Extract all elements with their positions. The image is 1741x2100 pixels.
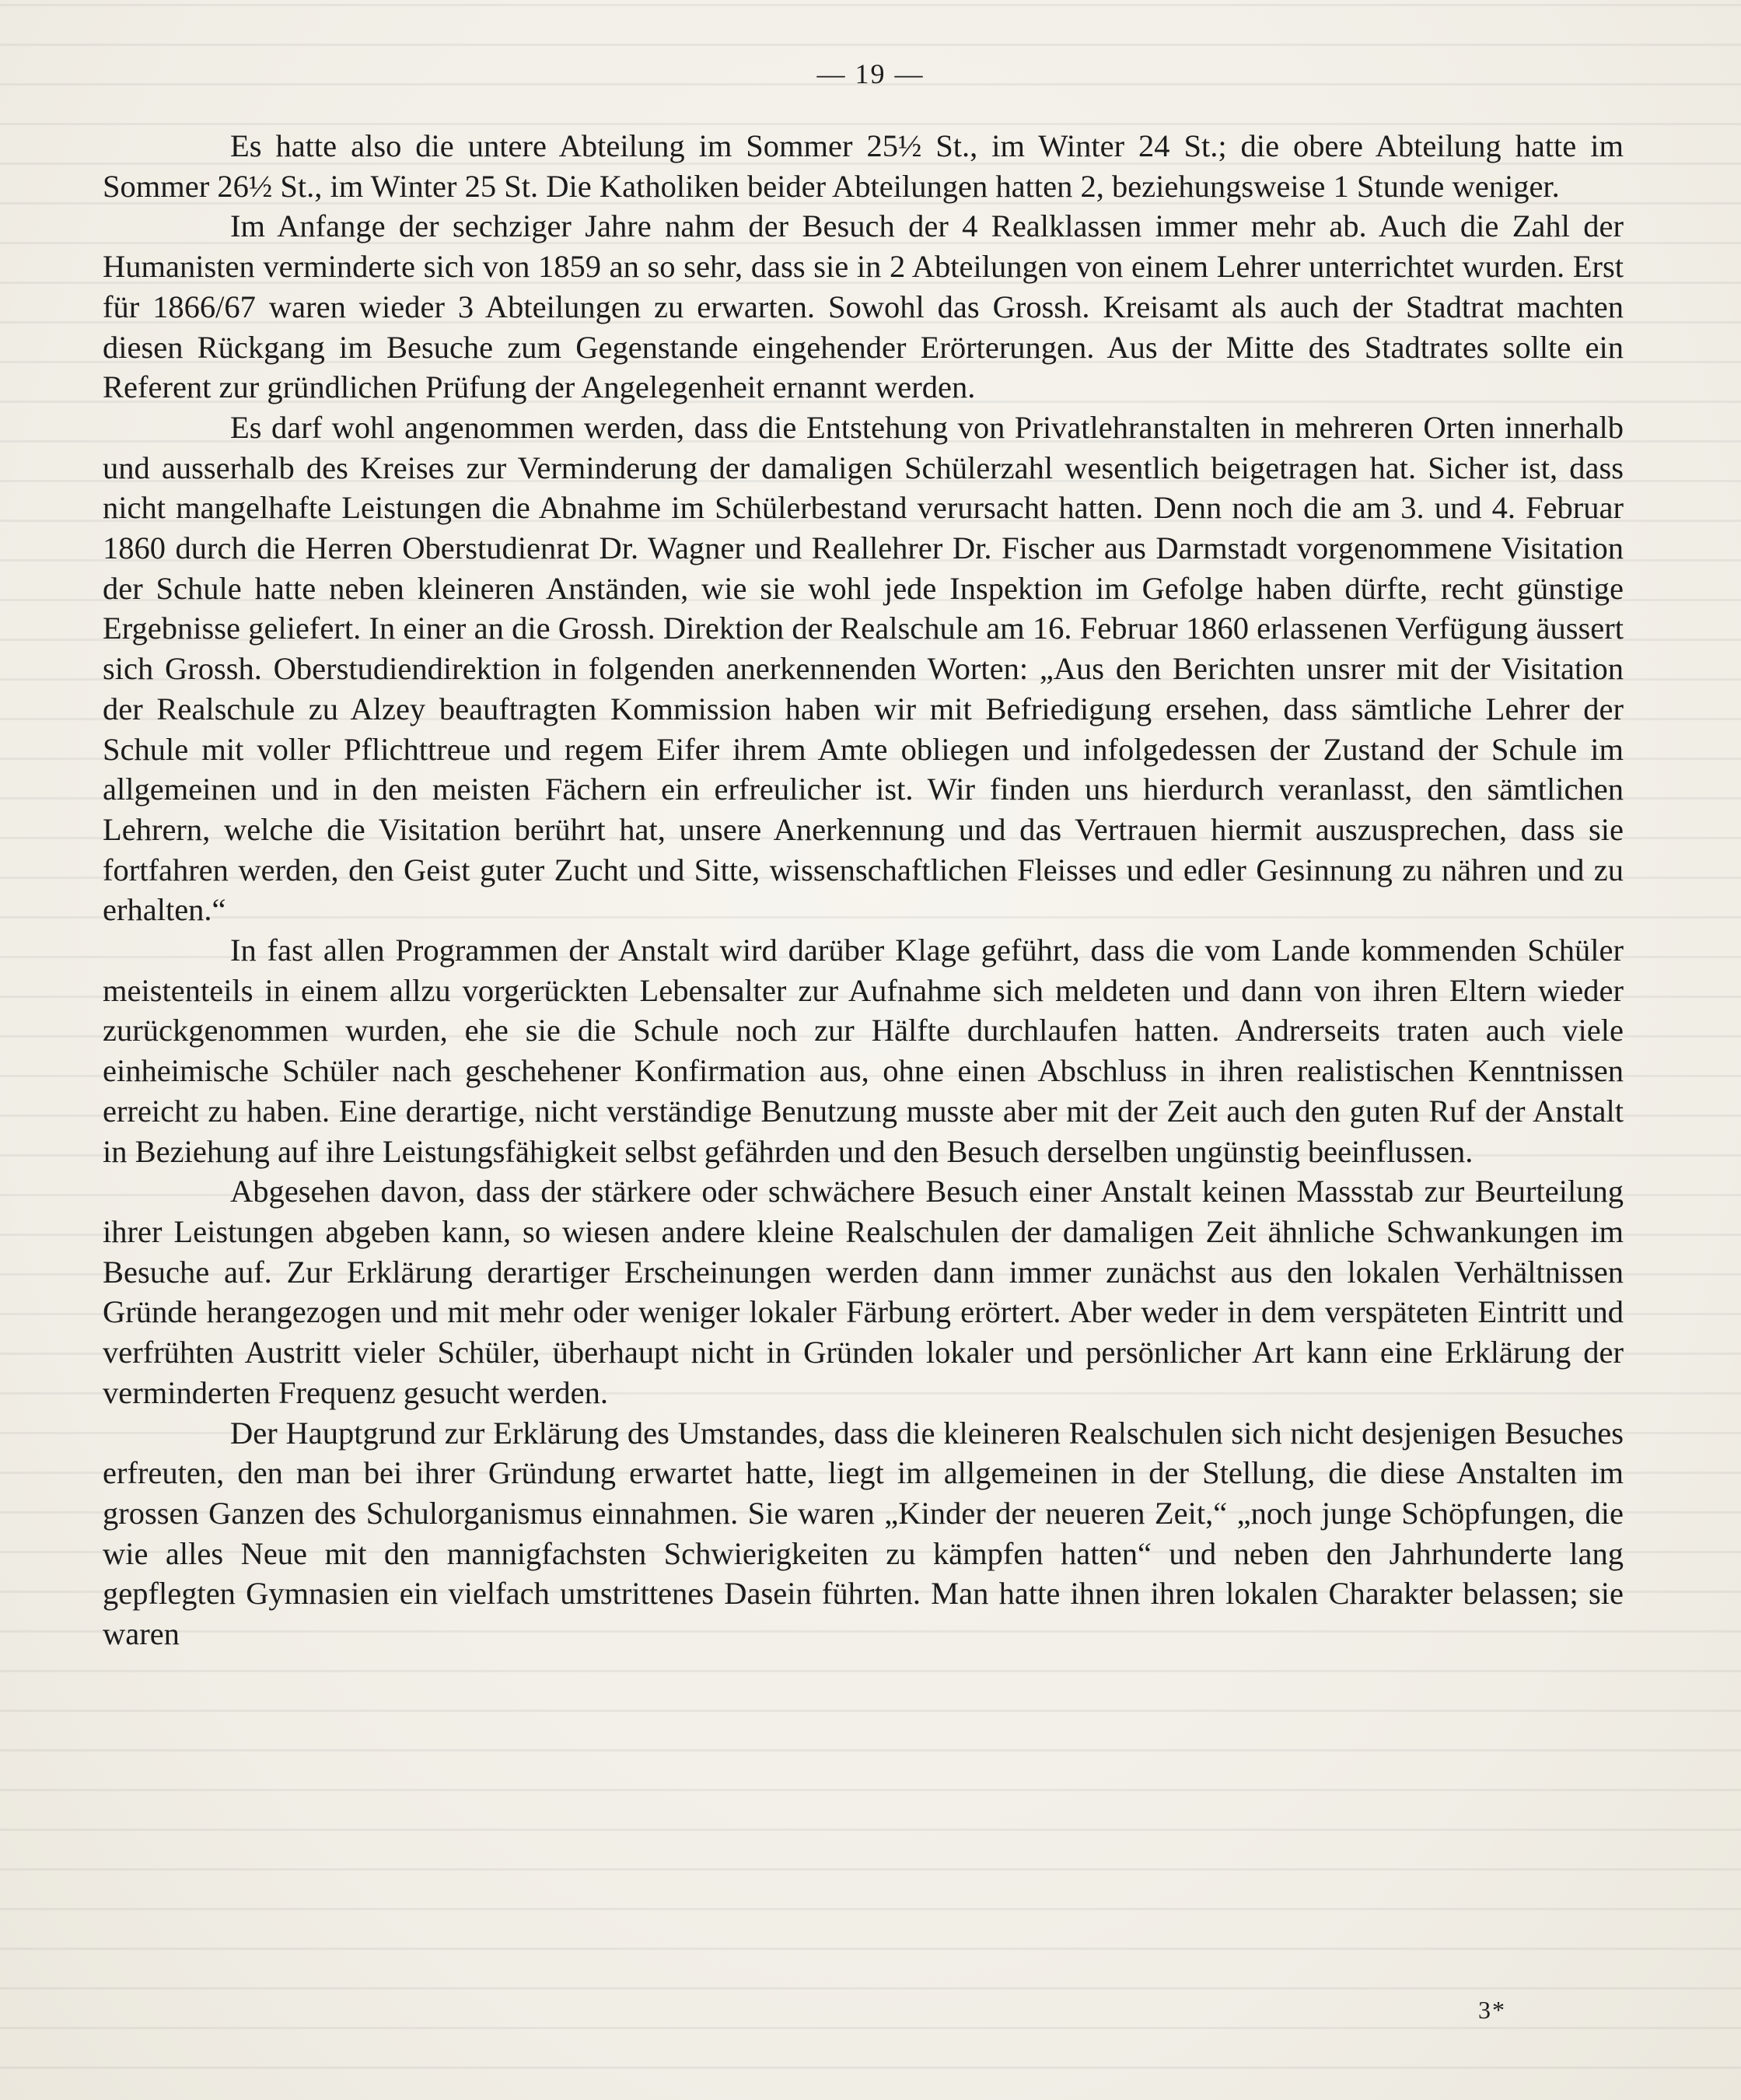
signature-mark: 3* (1478, 1996, 1506, 2024)
paragraph-3: Es darf wohl angenommen werden, dass die Entstehung von Privatlehranstalten in mehreren Orten innerhalb und ausserhalb des Kreises zur Verminderung der damaligen Schülerzahl wesentlich beigetragen hat. Sicher ist, dass nicht mangelhafte Leistungen die Abnahme im Schülerbestand verursacht hatten. Denn noch die am 3. und 4. Februar 1860 durch die Herren Oberstudienrat Dr. Wagner und Reallehrer Dr. Fischer aus Darmstadt vorgenommene Visitation der Schule hatte neben kleineren Anständen, wie sie wohl jede Inspektion im Gefolge haben dürfte, recht günstige Ergebnisse geliefert. In einer an die Grossh. Direktion der Realschule am 16. Februar 1860 erlassenen Verfügung äussert sich Grossh. Oberstudiendirektion in folgenden anerkennenden Worten: „Aus den Berichten unsrer mit der Visitation der Realschule zu Alzey beauftragten Kommission haben wir mit Befriedigung ersehen, dass sämtliche Lehrer der Schule mit voller Pflichttreue und regem Eifer ihrem Amte obliegen und infolgedessen der Zustand der Schule im allgemeinen und in den meisten Fächern ein erfreulicher ist. Wir finden uns hierdurch veranlasst, den sämtlichen Lehrern, welche die Visitation berührt hat, unsere Anerkennung und das Vertrauen hiermit auszusprechen, dass sie fortfahren werden, den Geist guter Zucht und Sitte, wissenschaftlichen Fleisses und edler Gesinnung zu nähren und zu erhalten.“ (103, 409, 1624, 928)
paragraph-2: Im Anfange der sechziger Jahre nahm der Besuch der 4 Realklassen immer mehr ab. Auch die Zahl der Humanisten verminderte sich von 1859 an so sehr, dass sie in 2 Abteilungen von einem Lehrer unterrichtet wurden. Erst für 1866/67 waren wieder 3 Abteilungen zu erwarten. Sowohl das Grossh. Kreisamt als auch der Stadtrat machten diesen Rückgang im Besuche zum Gegenstande eingehender Erörterungen. Aus der Mitte des Stadtrates sollte ein Referent zur gründlichen Prüfung der Angelegenheit ernannt werden. (103, 208, 1624, 405)
paragraph-4: In fast allen Programmen der Anstalt wird darüber Klage geführt, dass die vom Lande kommenden Schüler meistenteils in einem allzu vorgerückten Lebensalter zur Aufnahme sich meldeten und dann von ihren Eltern wieder zurückgenommen wurden, ehe sie die Schule noch zur Hälfte durchlaufen hatten. Andrerseits traten auch viele einheimische Schüler nach geschehener Konfirmation aus, ohne einen Abschluss in ihren realistischen Kenntnissen erreicht zu haben. Eine derartige, nicht verständige Benutzung musste aber mit der Zeit auch den guten Ruf der Anstalt in Beziehung auf ihre Leistungsfähigkeit selbst gefährden und den Besuch derselben ungünstig beeinflussen. (103, 933, 1624, 1169)
paragraph-5: Abgesehen davon, dass der stärkere oder schwächere Besuch einer Anstalt keinen Massstab zur Beurteilung ihrer Leistungen abgeben kann, so wiesen andere kleine Realschulen der damaligen Zeit ähnliche Schwankungen im Besuche auf. Zur Erklärung derartiger Erscheinungen werden dann immer zunächst aus den lokalen Verhältnissen Gründe herangezogen und mit mehr oder weniger lokaler Färbung erörtert. Aber weder in dem verspäteten Eintritt und verfrühten Austritt vieler Schüler, überhaupt nicht in Gründen lokaler und persönlicher Art kann eine Erklärung der verminderten Frequenz gesucht werden. (103, 1174, 1624, 1410)
paragraph-6: Der Hauptgrund zur Erklärung des Umstandes, dass die kleineren Realschulen sich nicht desjenigen Besuches erfreuten, den man bei ihrer Gründung erwartet hatte, liegt im allgemeinen in der Stellung, die diese Anstalten im grossen Ganzen des Schulorganismus einnahmen. Sie waren „Kinder der neueren Zeit,“ „noch junge Schöpfungen, die wie alles Neue mit den mannigfachsten Schwierigkeiten zu kämpfen hatten“ und neben den Jahrhunderte lang gepflegten Gymnasien ein vielfach umstrittenes Dasein führten. Man hatte ihnen ihren lokalen Charakter belassen; sie waren (103, 1415, 1624, 1652)
body-text (103, 126, 1624, 1654)
paragraph-1: Es hatte also die untere Abteilung im Sommer 25½ St., im Winter 24 St.; die obere Abteilung hatte im Sommer 26½ St., im Winter 25 St. Die Katholiken beider Abteilungen hatten 2, beziehungsweise 1 Stunde weniger. (103, 128, 1624, 204)
page-number: — 19 — (816, 58, 925, 89)
